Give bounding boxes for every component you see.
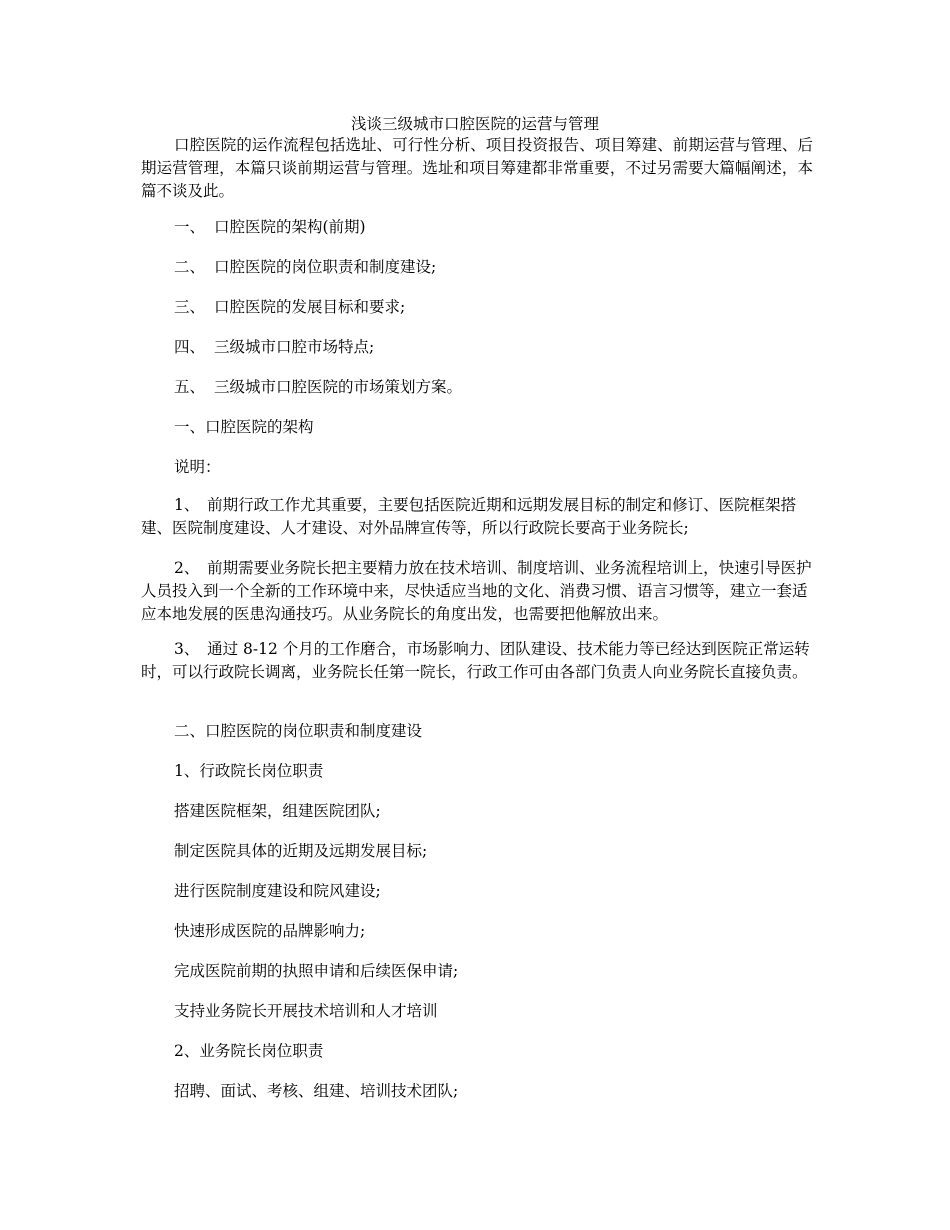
section-heading: 一、口腔医院的架构 <box>174 418 314 436</box>
outline-item <box>174 377 462 397</box>
outline-item <box>174 217 366 237</box>
outline-text: 三级城市口腔市场特点; <box>214 338 375 356</box>
note-label: 说明： <box>174 458 221 476</box>
section-heading: 二、口腔医院的岗位职责和制度建设 <box>174 722 423 740</box>
note-paragraph: 1、 前期行政工作尤其重要，主要包括医院近期和远期发展目标的制定和修订、医院框架搭建、医院制度建设、人才建设、对外品牌宣传等，所以行政院长要高于业务院长; <box>141 496 797 537</box>
outline-text: 三级城市口腔医院的市场策划方案。 <box>214 378 463 396</box>
outline-number: 三、 <box>174 298 206 316</box>
outline-number: 一、 <box>174 218 206 236</box>
duty-item: 招聘、面试、考核、组建、培训技术团队; <box>174 1082 459 1100</box>
duty-item: 搭建医院框架，组建医院团队; <box>174 802 381 820</box>
outline-text: 口腔医院的发展目标和要求; <box>214 298 406 316</box>
note-paragraph: 2、 前期需要业务院长把主要精力放在技术培训、制度培训、业务流程培训上，快速引导医护人员投入到一个全新的工作环境中来，尽快适应当地的文化、消费习惯、语言习惯等，建立一套适应本地发展的医患沟通技巧。从业务院长的角度出发，也需要把他解放出来。 <box>141 559 812 623</box>
outline-item <box>174 297 405 317</box>
duty-item: 快速形成医院的品牌影响力; <box>174 922 366 940</box>
subsection-heading: 1、行政院长岗位职责 <box>174 762 324 780</box>
outline-number: 四、 <box>174 338 206 356</box>
outline-text: 口腔医院的岗位职责和制度建设; <box>214 258 437 276</box>
outline-number: 五、 <box>174 378 206 396</box>
document-title: 浅谈三级城市口腔医院的运营与管理 <box>350 115 599 133</box>
subsection-heading: 2、业务院长岗位职责 <box>174 1042 324 1060</box>
duty-item: 支持业务院长开展技术培训和人才培训 <box>174 1002 438 1020</box>
outline-number: 二、 <box>174 258 206 276</box>
duty-item: 进行医院制度建设和院风建设; <box>174 882 381 900</box>
note-paragraph: 3、 通过 8-12 个月的工作磨合，市场影响力、团队建设、技术能力等已经达到医院正常运转时，可以行政院长调离，业务院长任第一院长，行政工作可由各部门负责人向业务院长直接负责。 <box>141 640 810 681</box>
outline-text: 口腔医院的架构(前期) <box>214 218 366 236</box>
duty-item: 制定医院具体的近期及远期发展目标; <box>174 842 428 860</box>
outline-item <box>174 257 436 277</box>
duty-item: 完成医院前期的执照申请和后续医保申请; <box>174 962 459 980</box>
outline-item <box>174 337 374 357</box>
intro-paragraph: 口腔医院的运作流程包括选址、可行性分析、项目投资报告、项目筹建、前期运营与管理、后期运营管理，本篇只谈前期运营与管理。选址和项目筹建都非常重要，不过另需要大篇幅阐述，本篇不谈及此。 <box>141 136 813 200</box>
